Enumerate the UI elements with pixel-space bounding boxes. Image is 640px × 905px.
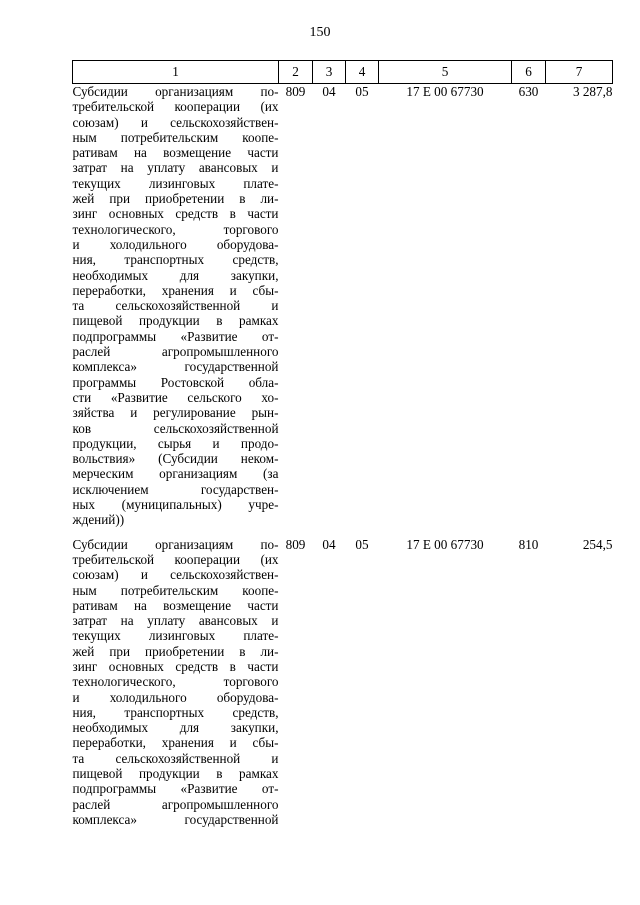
header-col-1: 1 <box>73 61 279 84</box>
description-line: переработки, хранения и сбы- <box>72 282 279 298</box>
ministry-code: 809 <box>285 536 306 552</box>
row-description <box>73 84 279 528</box>
description-line: и холодильного оборудова- <box>72 236 279 252</box>
ministry-code: 809 <box>285 84 306 99</box>
description-line: ративам на возмещение части <box>72 597 279 613</box>
description-line: затрат на уплату авансовых и <box>72 613 279 629</box>
expense-type-code: 630 <box>518 84 539 99</box>
description-line: затрат на уплату авансовых и <box>72 160 279 176</box>
subsection-code: 05 <box>355 536 369 552</box>
description-line: та сельскохозяйственной и <box>72 298 279 314</box>
description-line: та сельскохозяйственной и <box>72 750 279 766</box>
description-line: требительской кооперации (их <box>72 551 279 567</box>
description-line: раслей агропромышленного <box>72 344 279 360</box>
header-col-7: 7 <box>546 61 613 84</box>
description-line: комплекса» государственной <box>72 811 279 827</box>
description-line: исключением государствен- <box>72 481 279 497</box>
description-line: текущих лизинговых плате- <box>72 175 279 191</box>
description-line: пищевой продукции в рамках <box>72 313 279 329</box>
target-article-code: 17 Е 00 67730 <box>406 536 484 552</box>
description-line: зинг основных средств в части <box>72 206 279 222</box>
description-line: зинг основных средств в части <box>72 658 279 674</box>
target-article-code: 17 Е 00 67730 <box>406 84 484 99</box>
header-row <box>73 61 613 84</box>
description-line: текущих лизинговых плате- <box>72 628 279 644</box>
header-col-5: 5 <box>379 61 512 84</box>
amount: 254,5 <box>582 536 613 552</box>
description-line: сти «Развитие сельского хо- <box>72 389 279 405</box>
description-line: союзам) и сельскохозяйствен- <box>72 114 279 130</box>
description-line: продукции, сырья и продо- <box>72 435 279 451</box>
description-line: зяйства и регулирование рын- <box>72 405 279 421</box>
amount: 3 287,8 <box>572 84 613 99</box>
header-col-2: 2 <box>279 61 313 84</box>
description-line: мерческим организациям (за <box>72 466 279 482</box>
budget-table <box>72 60 613 827</box>
description-line: требительской кооперации (их <box>72 99 279 115</box>
description-line: ным потребительским коопе- <box>72 582 279 598</box>
description-line: технологического, торгового <box>72 674 279 690</box>
description-line: ждений)) <box>72 512 125 528</box>
description-line: раслей агропромышленного <box>72 796 279 812</box>
page-number: 150 <box>309 25 331 40</box>
description-line: программы Ростовской обла- <box>72 374 279 390</box>
description-line: подпрограммы «Развитие от- <box>72 328 279 344</box>
description-line: вольствия» (Субсидии неком- <box>72 451 279 467</box>
description-line: Субсидии организациям по- <box>72 84 279 99</box>
description-line: переработки, хранения и сбы- <box>72 735 279 751</box>
description-line: союзам) и сельскохозяйствен- <box>72 567 279 583</box>
header-col-3: 3 <box>313 61 346 84</box>
description-line: жей при приобретении в ли- <box>72 643 279 659</box>
description-line: и холодильного оборудова- <box>72 689 279 705</box>
description-line: жей при приобретении в ли- <box>72 191 279 207</box>
description-line: технологического, торгового <box>72 221 279 237</box>
section-code: 04 <box>322 84 336 99</box>
table-row <box>73 84 613 528</box>
expense-type-code: 810 <box>518 536 539 552</box>
row-description <box>73 537 279 828</box>
header-col-4: 4 <box>346 61 379 84</box>
description-line: пищевой продукции в рамках <box>72 766 279 782</box>
description-line: Субсидии организациям по- <box>72 536 279 552</box>
section-code: 04 <box>322 536 336 552</box>
description-line: комплекса» государственной <box>72 359 279 375</box>
header-col-6: 6 <box>512 61 546 84</box>
description-line: ных (муниципальных) учре- <box>72 497 279 513</box>
description-line: ния, транспортных средств, <box>72 704 279 720</box>
description-line: ративам на возмещение части <box>72 145 279 161</box>
description-line: необходимых для закупки, <box>72 720 279 736</box>
table-row <box>73 537 613 828</box>
description-line: ния, транспортных средств, <box>72 252 279 268</box>
description-line: подпрограммы «Развитие от- <box>72 781 279 797</box>
description-line: необходимых для закупки, <box>72 267 279 283</box>
description-line: ным потребительским коопе- <box>72 129 279 145</box>
description-line: ков сельскохозяйственной <box>72 420 279 436</box>
subsection-code: 05 <box>355 84 369 99</box>
row-spacer <box>73 528 613 537</box>
